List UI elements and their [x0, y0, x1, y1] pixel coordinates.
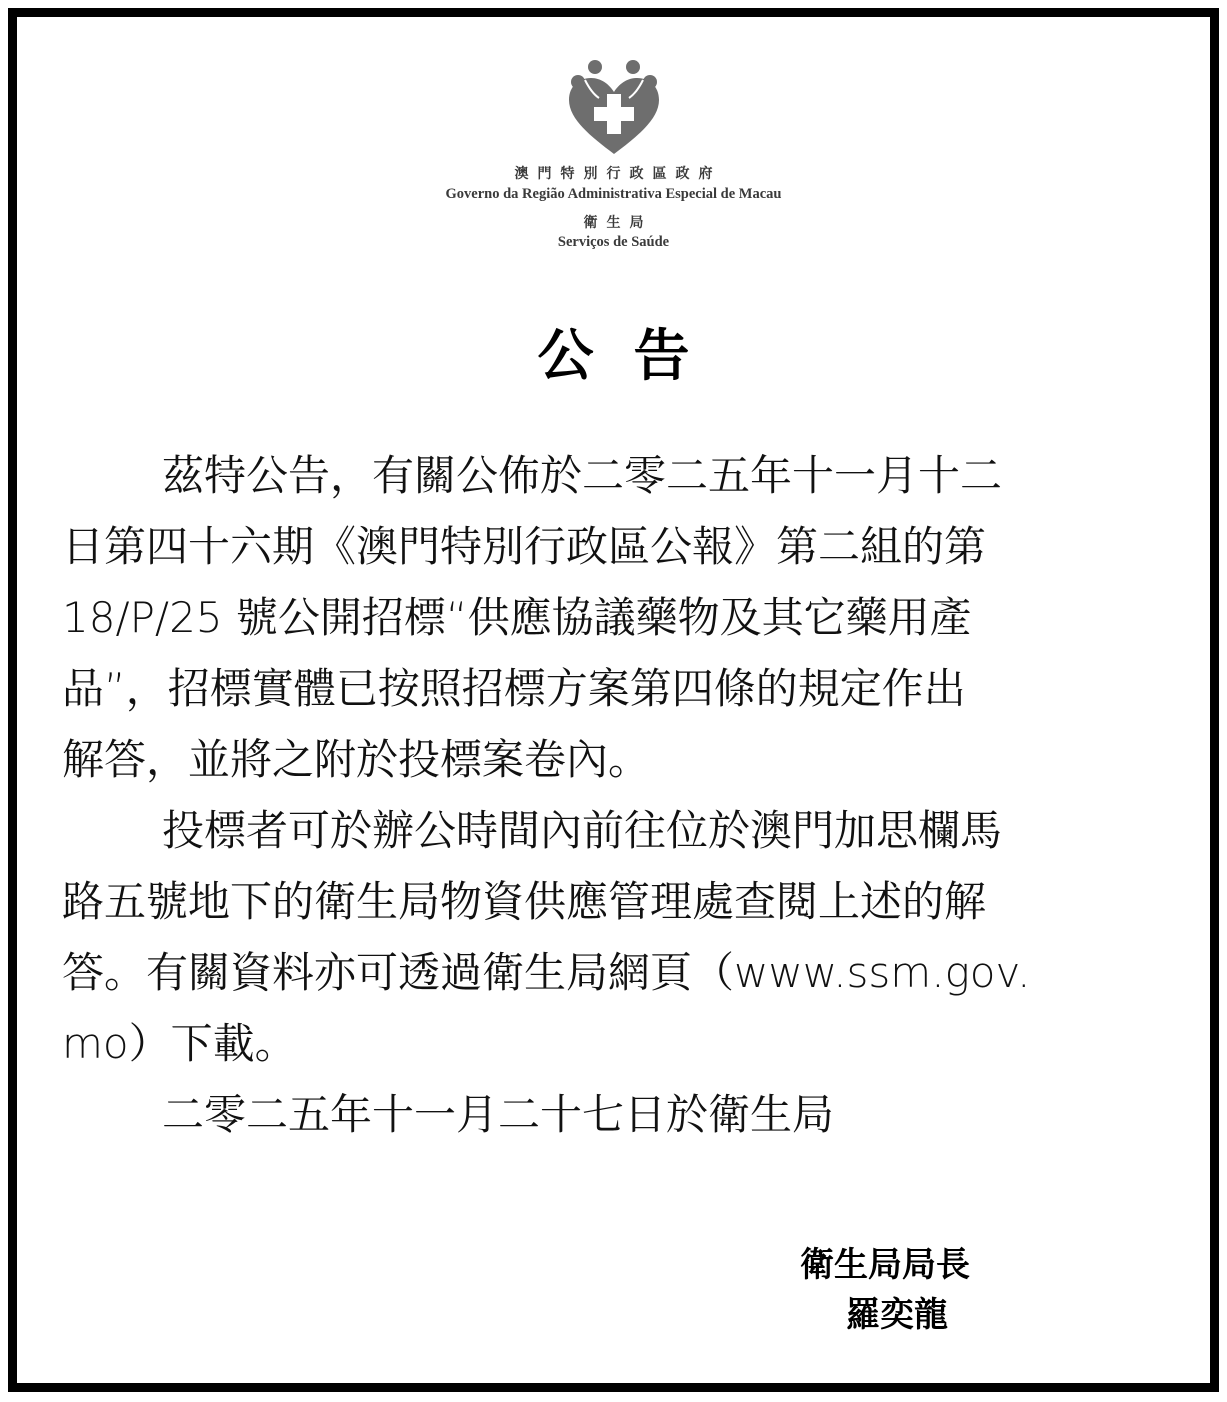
paragraph-access-info [62, 795, 1168, 1079]
signatory-title: 衛生局局長 [800, 1245, 970, 1285]
body-line: mo）下載。 [62, 1019, 297, 1068]
notice-body [62, 440, 1168, 1150]
body-line: 解答，並將之附於投標案卷內。 [62, 735, 651, 784]
heart-cross-family-logo-icon [563, 58, 665, 158]
body-line: 品”，招標實體已按照招標方案第四條的規定作出 [62, 664, 966, 713]
department-name-chinese: 衛生局 [583, 215, 653, 231]
date-line: 二零二五年十一月二十七日於衛生局 [162, 1090, 835, 1139]
body-line: 答。有關資料亦可透過衛生局網頁（www.ssm.gov. [62, 948, 1031, 997]
paragraph-date-place [62, 1079, 1168, 1150]
body-line: 茲特公告，有關公佈於二零二五年十一月十二 [162, 451, 1003, 500]
body-line: 日第四十六期《澳門特別行政區公報》第二組的第 [62, 522, 987, 571]
body-line: 路五號地下的衛生局物資供應管理處查閱上述的解 [62, 877, 987, 926]
signature-block [790, 1240, 1000, 1340]
government-name-chinese: 澳門特別行政區政府 [514, 166, 722, 182]
government-name-portuguese: Governo da Região Administrativa Especial de Macau [445, 186, 782, 202]
body-line: 18/P/25 號公開招標“供應協議藥物及其它藥用產 [62, 593, 972, 642]
signatory-name: 羅奕龍 [846, 1295, 948, 1335]
department-name-portuguese: Serviços de Saúde [557, 234, 670, 250]
body-line: 投標者可於辦公時間內前往位於澳門加思欄馬 [162, 806, 1003, 855]
notice-title: 公告 [537, 323, 730, 389]
paragraph-announcement [62, 440, 1168, 795]
